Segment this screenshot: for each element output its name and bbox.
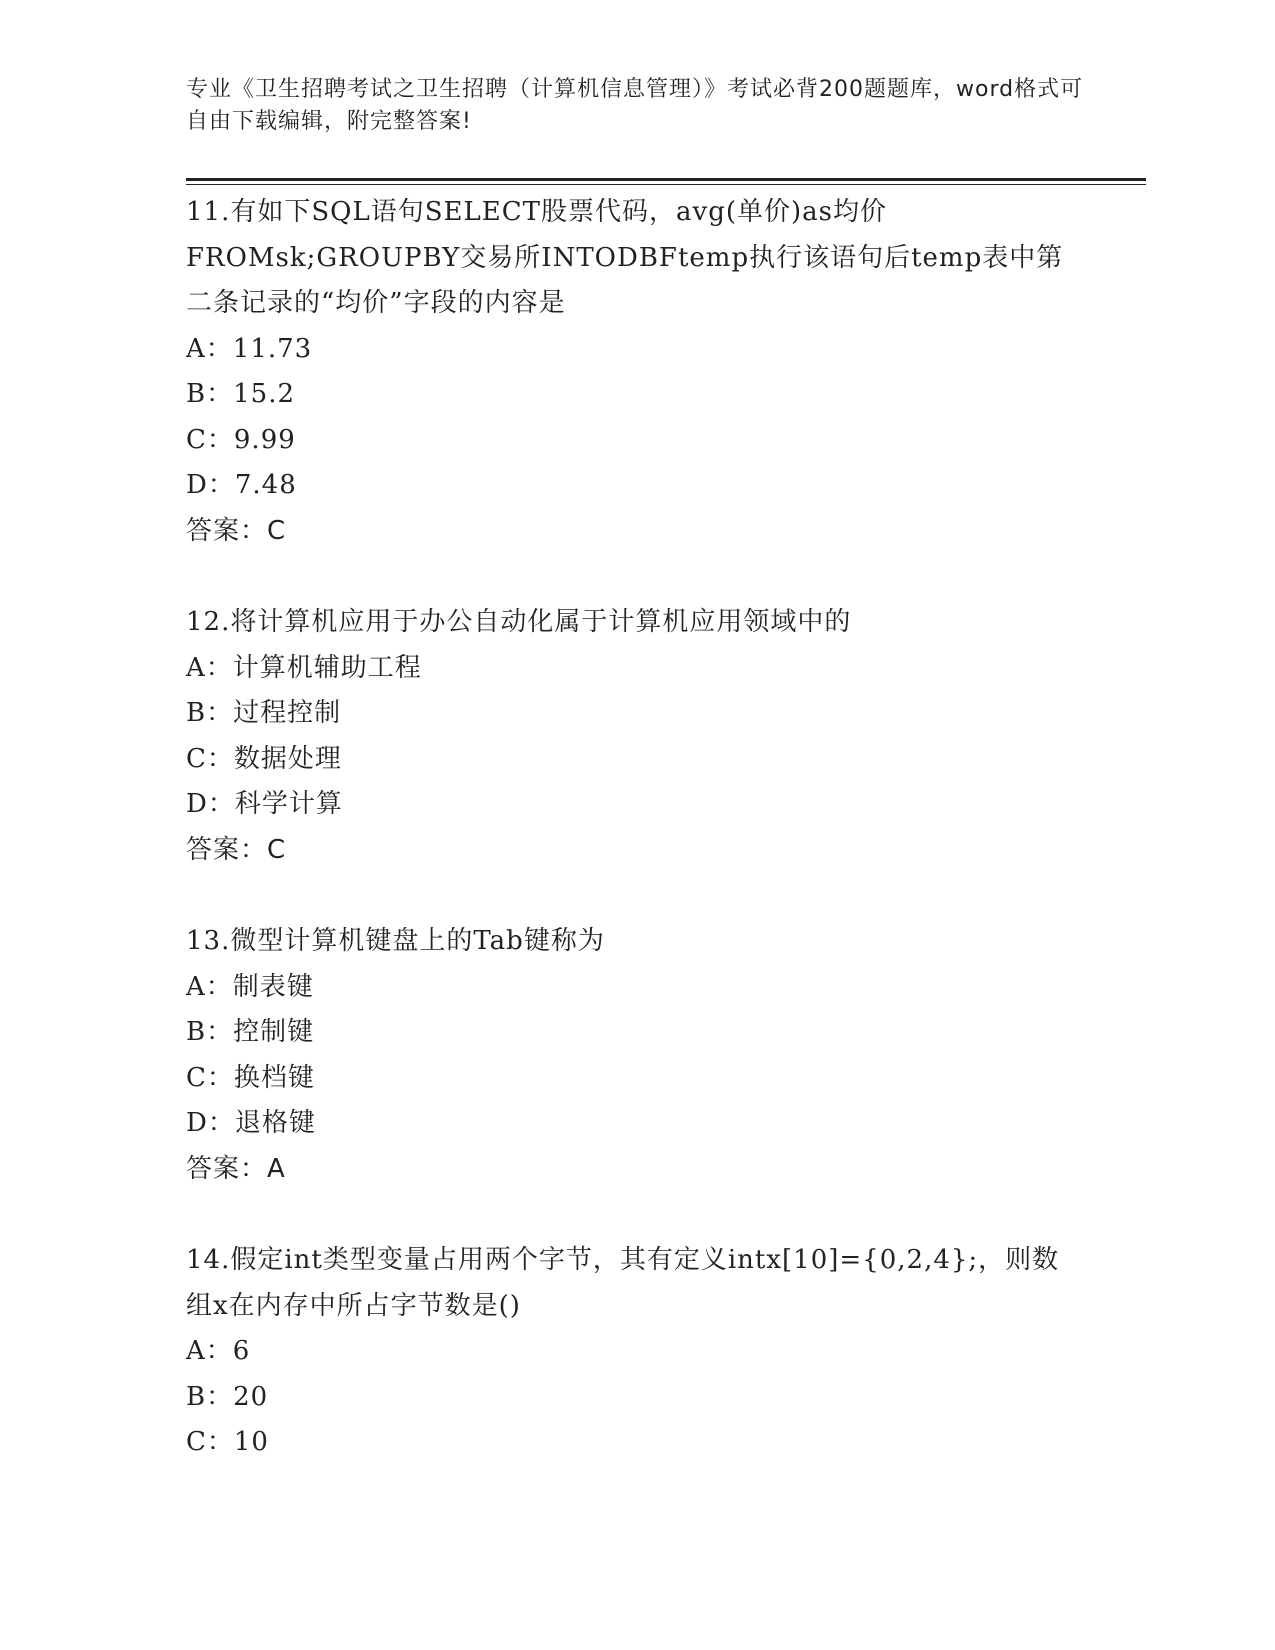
option-d: D：7.48 xyxy=(186,470,297,500)
question-stem: 12.将计算机应用于办公自动化属于计算机应用领域中的 xyxy=(186,607,852,637)
answer-line: 答案：A xyxy=(186,1153,286,1184)
question-stem: 11.有如下SQL语句SELECT股票代码，avg(单价)as均价FROMsk;GROUPBY交易所INTODBFtemp执行该语句后temp表中第二条记录的“均价”字段的内容是 xyxy=(186,197,1064,318)
question-stem: 13.微型计算机键盘上的Tab键称为 xyxy=(186,926,605,956)
option-b: B：控制键 xyxy=(186,1017,315,1047)
question-13 xyxy=(186,919,1086,1192)
document-header: 专业《卫生招聘考试之卫生招聘（计算机信息管理）》考试必背200题题库，word格式可自由下载编辑，附完整答案! xyxy=(186,77,1084,134)
answer-line: 答案：C xyxy=(186,515,287,546)
option-b: B：15.2 xyxy=(186,379,295,409)
option-d: D：科学计算 xyxy=(186,789,343,819)
question-11 xyxy=(186,190,1086,554)
option-b: B：过程控制 xyxy=(186,698,342,728)
option-b: B：20 xyxy=(186,1381,269,1412)
option-c: C：10 xyxy=(186,1427,269,1457)
question-14 xyxy=(186,1238,1086,1466)
answer-line: 答案：C xyxy=(186,834,287,865)
question-list xyxy=(186,190,1086,1512)
option-a: A：6 xyxy=(186,1336,251,1366)
option-c: C：数据处理 xyxy=(186,743,342,774)
option-d: D：退格键 xyxy=(186,1108,316,1138)
option-a: A：制表键 xyxy=(186,971,314,1002)
option-c: C：换档键 xyxy=(186,1062,315,1093)
question-12 xyxy=(186,600,1086,873)
option-a: A：11.73 xyxy=(186,333,313,364)
option-c: C：9.99 xyxy=(186,424,296,455)
header-rule-thin xyxy=(186,184,1146,185)
header-rule-thick xyxy=(186,178,1146,181)
question-stem: 14.假定int类型变量占用两个字节，其有定义intx[10]={0,2,4};，则数组x在内存中所占字节数是() xyxy=(186,1245,1060,1321)
option-a: A：计算机辅助工程 xyxy=(186,652,422,683)
